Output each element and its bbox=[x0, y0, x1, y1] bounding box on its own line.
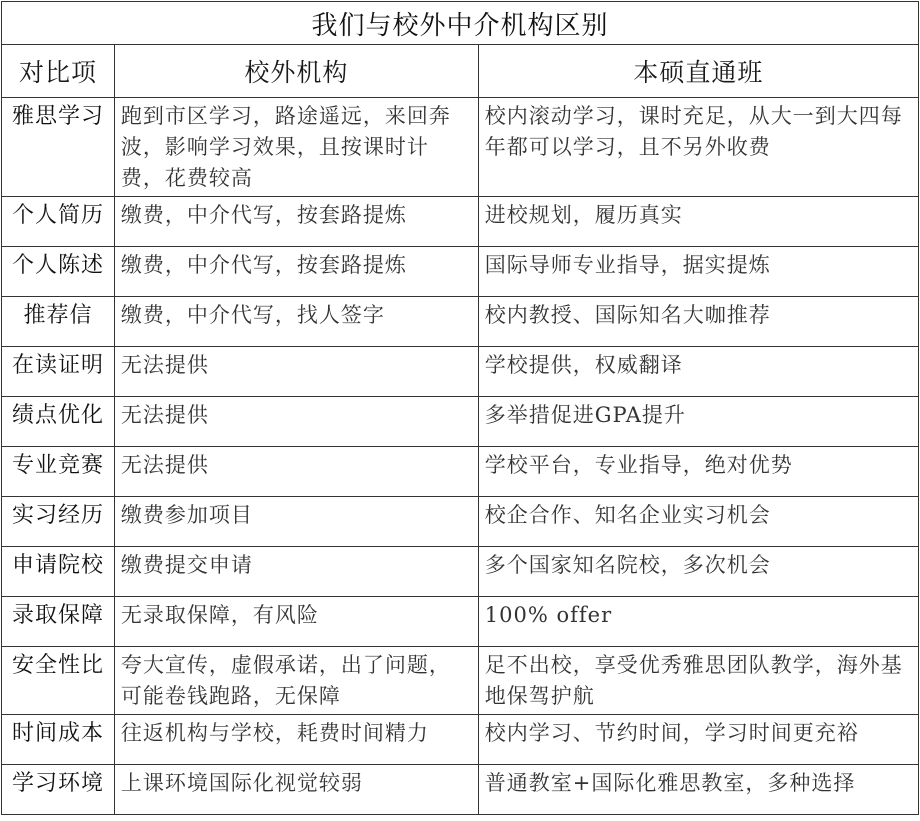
row-label: 专业竞赛 bbox=[2, 447, 115, 497]
cell-outside: 跑到市区学习，路途遥远，来回奔波，影响学习效果，且按课时计费，花费较高 bbox=[114, 98, 478, 197]
cell-program: 校内学习、节约时间，学习时间更充裕 bbox=[478, 715, 918, 765]
row-label: 实习经历 bbox=[2, 497, 115, 547]
cell-outside: 夸大宣传，虚假承诺，出了问题，可能卷钱跑路，无保障 bbox=[114, 647, 478, 715]
cell-outside: 缴费，中介代写，找人签字 bbox=[114, 297, 478, 347]
comparison-table bbox=[1, 1, 919, 815]
row-label: 录取保障 bbox=[2, 597, 115, 647]
cell-outside: 无法提供 bbox=[114, 447, 478, 497]
table-row bbox=[2, 597, 919, 647]
cell-outside: 无法提供 bbox=[114, 347, 478, 397]
row-label: 学习环境 bbox=[2, 765, 115, 815]
row-label: 绩点优化 bbox=[2, 397, 115, 447]
header-program: 本硕直通班 bbox=[478, 45, 918, 98]
header-item: 对比项 bbox=[2, 45, 115, 98]
table-row bbox=[2, 197, 919, 247]
row-label: 安全性比 bbox=[2, 647, 115, 715]
cell-outside: 缴费参加项目 bbox=[114, 497, 478, 547]
table-row bbox=[2, 447, 919, 497]
row-label: 个人陈述 bbox=[2, 247, 115, 297]
title-row bbox=[2, 2, 919, 45]
cell-program: 多举措促进GPA提升 bbox=[478, 397, 918, 447]
table-row bbox=[2, 715, 919, 765]
table-title: 我们与校外中介机构区别 bbox=[2, 2, 919, 45]
cell-program: 多个国家知名院校，多次机会 bbox=[478, 547, 918, 597]
cell-program: 学校平台，专业指导，绝对优势 bbox=[478, 447, 918, 497]
table-row bbox=[2, 765, 919, 815]
table-row bbox=[2, 247, 919, 297]
cell-program: 学校提供，权威翻译 bbox=[478, 347, 918, 397]
cell-outside: 缴费，中介代写，按套路提炼 bbox=[114, 197, 478, 247]
table-row bbox=[2, 547, 919, 597]
cell-program: 国际导师专业指导，据实提炼 bbox=[478, 247, 918, 297]
cell-program: 校内滚动学习，课时充足，从大一到大四每年都可以学习，且不另外收费 bbox=[478, 98, 918, 197]
cell-program: 普通教室+国际化雅思教室，多种选择 bbox=[478, 765, 918, 815]
table-row bbox=[2, 647, 919, 715]
row-label: 时间成本 bbox=[2, 715, 115, 765]
cell-program: 100% offer bbox=[478, 597, 918, 647]
row-label: 个人简历 bbox=[2, 197, 115, 247]
cell-outside: 缴费提交申请 bbox=[114, 547, 478, 597]
row-label: 推荐信 bbox=[2, 297, 115, 347]
cell-outside: 往返机构与学校，耗费时间精力 bbox=[114, 715, 478, 765]
row-label: 雅思学习 bbox=[2, 98, 115, 197]
cell-outside: 无录取保障，有风险 bbox=[114, 597, 478, 647]
table-row bbox=[2, 397, 919, 447]
cell-outside: 无法提供 bbox=[114, 397, 478, 447]
header-outside: 校外机构 bbox=[114, 45, 478, 98]
table-row bbox=[2, 497, 919, 547]
cell-program: 校企合作、知名企业实习机会 bbox=[478, 497, 918, 547]
row-label: 申请院校 bbox=[2, 547, 115, 597]
cell-outside: 上课环境国际化视觉较弱 bbox=[114, 765, 478, 815]
header-row bbox=[2, 45, 919, 98]
cell-program: 进校规划，履历真实 bbox=[478, 197, 918, 247]
cell-program: 校内教授、国际知名大咖推荐 bbox=[478, 297, 918, 347]
table-row bbox=[2, 347, 919, 397]
table-row bbox=[2, 297, 919, 347]
cell-outside: 缴费，中介代写，按套路提炼 bbox=[114, 247, 478, 297]
row-label: 在读证明 bbox=[2, 347, 115, 397]
cell-program: 足不出校，享受优秀雅思团队教学，海外基地保驾护航 bbox=[478, 647, 918, 715]
table-row bbox=[2, 98, 919, 197]
